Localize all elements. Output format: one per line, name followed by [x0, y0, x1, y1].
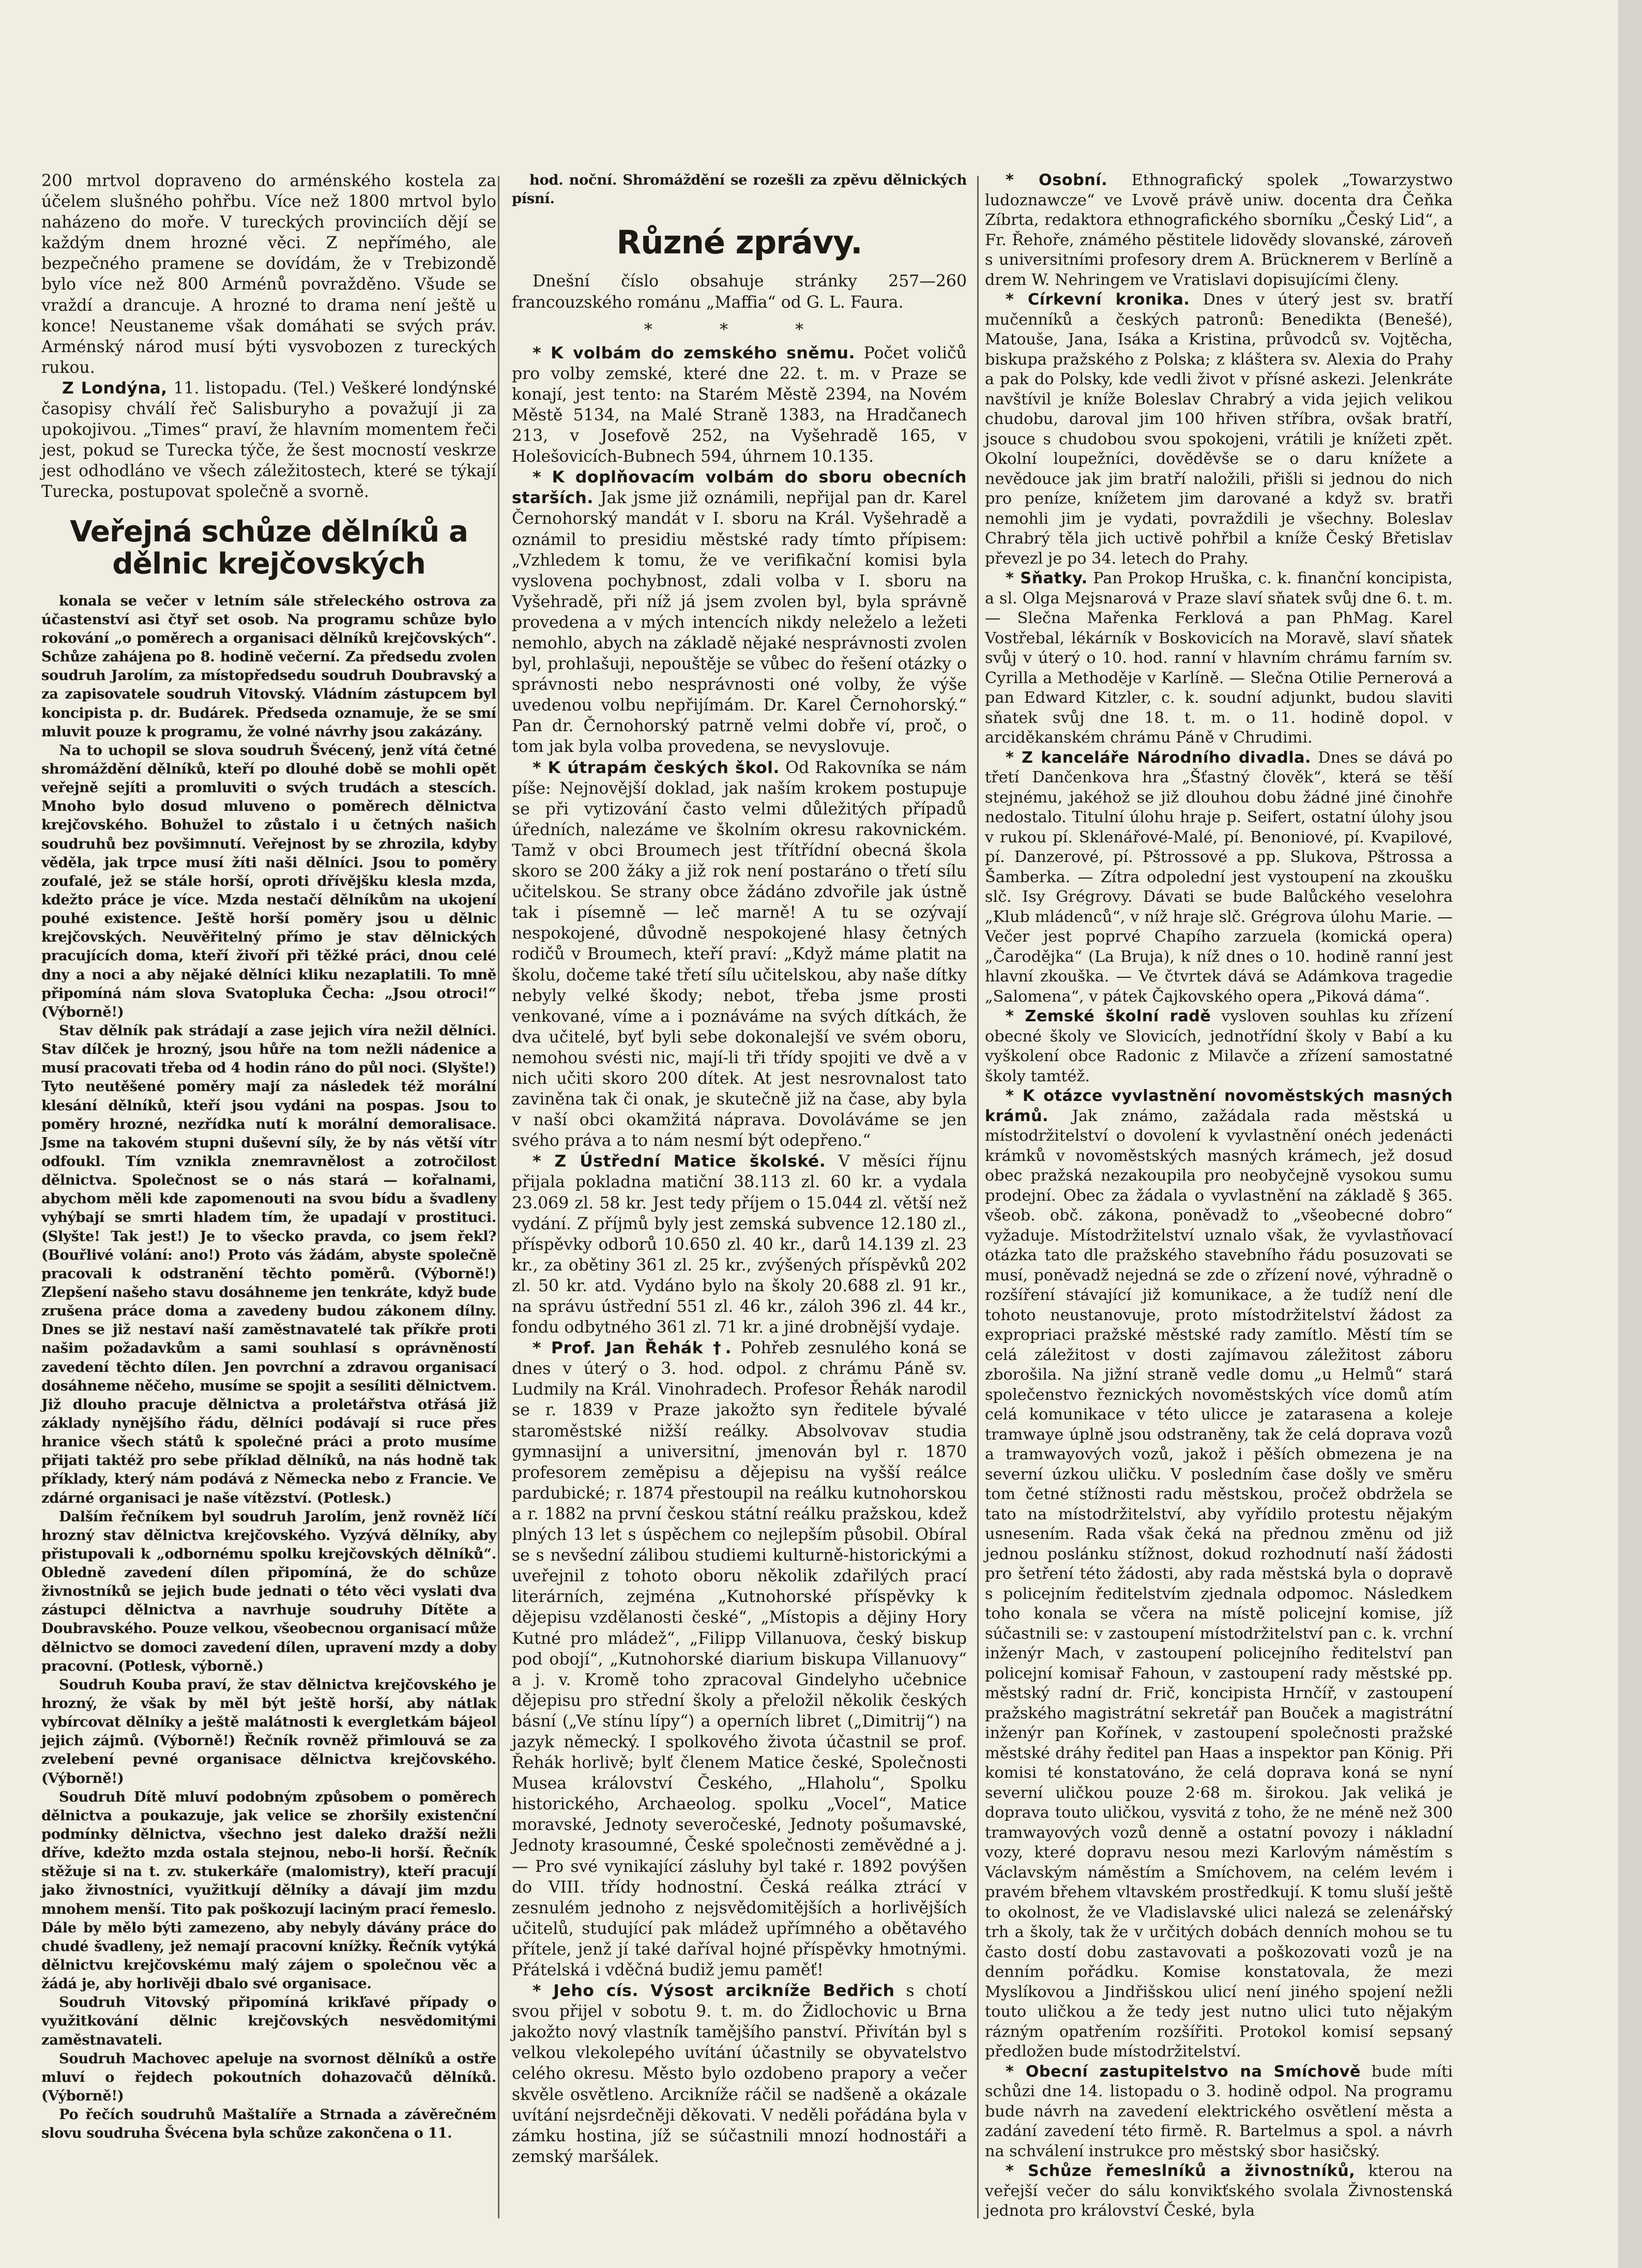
column-rule-right — [977, 176, 979, 2218]
column-3 — [985, 171, 1453, 2221]
news-item-lead: * Osobní. — [1006, 171, 1108, 189]
news-item-lead: * Zemské školní radě — [1006, 1007, 1211, 1025]
tailors-meeting-report — [41, 592, 496, 2143]
novel-notice: Dnešní číslo obsahuje stránky 257—260 francouzského románu „Maffia“ od G. L. Faura. — [512, 272, 967, 312]
news-item-lead: * Z Ústřední Matice školské. — [533, 1152, 826, 1171]
meeting-continuation — [512, 171, 967, 208]
report-paragraph: Soudruh Kouba praví, že stav dělnictva krejčovského je hrozný, že však by měl být ještě horší, aby nátlak vybírcovat dělníky a ještě malátnosti k evergletkám bájeol jejich zájmů. (Výborně!) Řečník rovněž přimlouvá se za zvelebení pevné organisace dělnictva krejčovského. (Výborně!) — [41, 1676, 496, 1787]
news-item-text: Jak známo, zažádala rada městská u místodržitelství o dovolení k vyvlastnění onéch jedenácti krámků v novoměstských masných krámech, jež dosud obec pražská nezakoupila pro neobyčejně vysokou sumu prodejní. Obec za žádala o vyvlastnění na základě § 365. všeob. obč. zákona, poněvadž to „všeobecné dobro“ vyžaduje. Místodržitelství uznalo však, že vyvlastňovací otázka tato dle pražského stavebního řádu posuzovati se musí, poněvadž nejedná se zde o zřízení nové, výhradně o rozšíření stávající již komunikace, a že tudíž není dle tohoto neustanovuje, proto místodržitelství žádost za expropriaci pražské městské rady zamítlo. Městí tím se celá záležitost v dosti zajímavou záležitost záboru zborošila. Na jižní straně vedle domu „u Helmů“ stará společenstvo řeznických novoměstských více domů atím celá komunikace v této ulicce je zatarasena a koleje tramwaye úplně jsou odstraněny, tak že celá doprava vozů a tramwayových vozů, jakož i pěších obmezena je na severní úzkou uličku. V posledním čase došly ve směru tom četné stížnosti radu městskou, pročež obdržela se tato na místodržitelství, aby vyřídilo protestu nějakým usnesením. Rada však čeká na přednou změnu od již jednou poslánku stížnost, dokud rozhodnutí naší žádosti pro šetření této žádosti, aby rada městská byla o dopravě s policejním ředitelstvím zjednala odpomoc. Následkem toho konala se včera na místě policejní komise, jíž súčastnili se: v zastoupení místodržitelství pan c. k. vrchní inženýr Mach, v zastoupení policejního ředitelství pan policejní komisař Fahoun, v zastoupení rady městské pp. městský radní dr. Frič, koncipista Hrnčíř, v zastoupení pražského magistrátní sekretář pan Bouček a magistrátní inženýr pan Kořínek, v zastoupení společnosti pražské městské dráhy ředitel pan Haas a inspektor pan König. Při komisi té konstatováno, že celá doprava koná se nyní severní uličkou pouze 2·68 m. širokou. Jak veliká je doprava touto uličkou, vysvitá z toho, že ne méně než 300 tramwayových vozů denně a ostatní povozy i nákladní vozy, které dopravu nesou mezi Karlovým náměstím s Václavským náměstím a Smíchovem, na celém levém i pravém břehem vltavském prostředkují. K tomu sluší ještě to okolnost, že ve Vladislavské ulici nalezá se zelenářský trh a školy, tak že v určitých dobách denních mohou se tu často dostí dobu zastavovati a poškozovati vozů je na denním pořádku. Komise konstatovala, že mezi Myslíkovou a Jindřišskou ulicí není jiného spojení nežli touto uličkou a že tedy jest nutno ulici tuto nějakým rázným opatřením rozšířiti. Protokol komisí sepsaný předložen bude místodržitelství. — [985, 1107, 1453, 2061]
news-item-text: bude míti schůzi dne 14. listopadu o 3. hodině odpol. Na programu bude návrh na zavedení elektrického osvětlení města a zadání zavedení této firmě. R. Bartelmus a spol. a návrh na schválení instrukce pro městský sbor hasičský. — [985, 2062, 1453, 2160]
news-item-text: Pan Prokop Hruška, c. k. finanční koncipista, a sl. Olga Mejsnarová v Praze slaví sňatek svůj dne 6. t. m. — Slečna Mařenka Ferklová a pan PhMag. Karel Vostřebal, lékárník v Boskovicích na Moravě, slaví sňatek svůj v úterý o 10. hod. ranní v hlavním chrámu farním sv. Cyrilla a Methoděje v Karlíně. — Slečna Otilie Pernerová a pan Edward Kitzler, c. k. soudní adjunkt, budou slaviti sňatek svůj dne 18. t. m. o 11. hodině dopol. v arciděkanském chrámu Páně v Chrudimi. — [985, 569, 1453, 747]
news-item — [985, 569, 1453, 748]
report-paragraph: Na to uchopil se slova soudruh Švécený, jenž vítá četné shromáždění dělníků, kteří po dlouhé době se mohli opět veřejně sejíti a promluviti o svých trudách a stescích. Mnoho bylo dosud mluveno o poměrech dělnictva krejčovského. Bohužel to zůstalo i u četných našich soudruhů bez povšimnutí. Veřejnost by se zhrozila, kdyby věděla, jak trpce musí žíti naši dělníci. Jsou to poměry zoufalé, jež se stále horší, oproti dřívějšku klesla mzda, kdežto práce je více. Mzda nestačí dělníkům na ukojení pouhé existence. Ještě horší poměry jsou u dělnic krejčovských. Neuvěřitelný přímo je stav dělnických pracujících doma, kteří živoří při těžké práci, dnou celé dny a noci a aby nějaké dělníci kliku nezaplatili. To mně připomíná nám slova Svatopluka Čecha: „Jsou otroci!“ (Výborně!) — [41, 742, 496, 1020]
news-item-lead: * Církevní kronika. — [1006, 291, 1190, 309]
news-item-text: s chotí svou přijel v sobotu 9. t. m. do Židlochovic u Brna jakožto nový vlastník tamějšího panství. Přivítán byl s velkou vlekolepého uvítání účastnily se obyvatelstvo celého okresu. Město bylo ozdobeno prapory a večer skvěle osvětleno. Arcikníže ráčil se nadšeně a okázale uvítání nejsrdečněji děkovati. V neděli pořádána byla v zámku hostina, jíž se súčastnili mnozí hodnostáři a zemský maršálek. — [512, 1982, 967, 2166]
news-item-text: Počet voličů pro volby zemské, které dne 22. t. m. v Praze se konají, jest tento: na Starém Městě 2394, na Novém Městě 5134, na Malé Straně 1383, na Hradčanech 213, v Josefově 252, na Vyšehradě 165, v Holešovicích-Bubnech 594, úhrnem 10.135. — [512, 343, 967, 466]
page-edge — [1618, 0, 1642, 2268]
news-item-text: Ethnografický spolek „Towarzystwo ludoznawcze“ ve Lvově právě uniw. docenta dra Čeňka Zíbrta, redaktora ethnografického sborníku „Český Lid“, a Fr. Řehoře, známého pěstitele lidovědy slovanské, zároveň s universitními profesory drem A. Brücknerem v Berlíně a drem W. Nehringem ve Vratislavi dopisujícími členy. — [985, 171, 1453, 289]
news-item-text: Jak jsme již oznámili, nepřijal pan dr. Karel Černohorský mandát v I. sboru na Král. Vyšehradě a oznámil to presidiu městské rady tímto přípisem: „Vzhledem k tomu, že ve verifikační komisi byla vyslovena pochybnost, zdali volba v I. sboru na Vyšehradě, při níž já jsem zvolen byl, byla správně provedena a v mých intencích nikdy neleželo a ležeti nemohlo, abych na základě nějaké nesprávnosti zvolen byl, prohlašuji, nepouštěje se vůbec do řešení otázky o správnosti nebo nesprávnosti oné volby, že výše uvedenou volbu nepřijímám. Dr. Karel Černohorský.“ Pan dr. Černohorský patrně velmi dobře ví, proč, o tom jak byla volba provedena, se nevyslovuje. — [512, 489, 967, 757]
news-item — [985, 748, 1453, 1007]
news-item-lead: * Obecní zastupitelstvo na Smíchově — [1006, 2062, 1361, 2081]
london-news — [41, 378, 496, 503]
news-item — [985, 1007, 1453, 1086]
news-item-lead: * Z kanceláře Národního divadla. — [1006, 748, 1311, 767]
misc-news-heading: Různé zprávy. — [616, 223, 862, 262]
news-item-lead: * Schůze řemeslníků a živnostníků, — [1006, 2162, 1356, 2180]
news-item — [512, 758, 967, 1152]
news-item-text: Dnes se dává po třetí Dančenkova hra „Šťastný člověk“, která se těší stejnému, jakéhož se již dlouhou dobu žádné jiné činohře nedostalo. Titulní úlohu hraje p. Seifert, ostatní úlohy jsou v rukou pí. Sklenářové-Malé, pí. Benoniové, pí. Kvapilové, pí. Danzerové, pí. Pštrossové a pp. Slukova, Pštrossa a Šamberka. — Zítra odpolední jest vystoupení na zkoušku slč. Isy Grégrovy. Dávati se bude Balůckého veselohra „Klub mládenců“, v níž hraje slč. Grégrova úlohu Marie. — Večer jest poprvé Chapího zarzuela (komická opera) „Čarodějka“ (La Bruja), k níž dnes o 10. hodině ranní jest hlavní zkouška. — Ve čtvrtek dává se Adámkova tragedie „Salomena“, v pátek Čajkovského opera „Piková dáma“. — [985, 748, 1453, 1006]
news-item — [512, 467, 967, 757]
news-item-text: Od Rakovníka se nám píše: Nejnovější doklad, jak naším krokem postupuje se při vytizování často velmi důležitých případů úředních, nalezáme ve školním okresu rakovnickém. Tamž v obci Broumech jest třítřídní obecná škola skoro se 200 žáky a již rok není postaráno o třetí sílu učitelskou. Se strany obce žádáno zdvořile jak ústně tak i písemně — leč marně! A tu se ozývají nespokojené, důvodně nespokojené hlasy četných rodičů v Broumech, kteří praví: „Když máme platit na školu, dočeme také třetí sílu učitelskou, aby naše dítky nebyly velké škody; nebot, třeba jsme prosti venkované, víme a i poznáváme na svých dítkách, že dva učitelé, byť byli sebe dokonalejší ve svém oboru, nemohou svésti nic, mají-li tři třídy spojiti ve dvě a v nich učiti skoro 200 dítek. At jest nesrovnalost tato zaviněna tak či onak, je skutečně již na čase, aby byla v naší obci okamžitá náprava. Dovoláváme se jen svého práva a to nám nesmí být odepřeno.“ — [512, 758, 967, 1151]
news-item — [985, 1086, 1453, 2062]
news-item — [985, 171, 1453, 290]
column-2 — [512, 171, 967, 2167]
news-item-lead: * K otázce vyvlastnění novoměstských masných krámů. — [985, 1087, 1453, 1125]
news-item — [985, 2161, 1453, 2221]
news-item-text: Pohřeb zesnulého koná se dnes v úterý o 3. hod. odpol. z chrámu Páně sv. Ludmily na Král. Vinohradech. Profesor Řehák narodil se r. 1839 v Praze jakožto syn ředitele bývalé staroměstské nižší reálky. Absolvovav studia gymnasijní a universitní, jmenován byl r. 1870 profesorem zeměpisu a dějepisu na vyšší reálce pardubické; r. 1874 přestoupil na reálku kutnohorskou a r. 1882 na první českou státní reálku pražskou, kdež plných 13 let s úspěchem co nejlepším působil. Obíral se s nevšední zálibou studiemi kulturně-historickými a uveřejnil z tohoto oboru několik zdařilých prací literárních, zejména „Kutnohorské příspěvky k dějepisu vzdělanosti české“, „Místopis a dějiny Hory Kutné pro mládež“, „Filipp Villanuova, český biskup pod obojí“, „Kutnohorské diarium biskupa Villanuovy“ a j. v. Kromě toho zpracoval Gindelyho učebnice dějepisu pro střední školy a přeložil několik českých básní („Ve stínu lípy“) a operních libret („Dimitrij“) na jazyk německý. I spolkového života účastnil se prof. Řehák horlivě; bylť členem Matice české, Společnosti Musea království Českého, „Hlaholu“, Spolku historického, Archaeolog. spolku „Vocel“, Matice moravské, Jednoty severočeské, Jednoty pošumavské, Jednoty krasoumné, České společnosti zeměvědné a j. — Pro své vynikající zásluhy byl také r. 1892 povýšen do VIII. třídy hodnostní. Česká reálka ztrácí v zesnulém jednoho z nejsvědomitějších a horlivějších učitelů, studující pak mládež upřímného a obětavého přítele, jenž jí také daříval hojné příspěvky hmotnými. Přátelská i vděčná budiž jemu paměť! — [512, 1339, 967, 1979]
news-item-lead: * Jeho cís. Výsost arcikníže Bedřich — [533, 1982, 895, 2001]
news-item-text: Dnes v úterý jest sv. bratří mučenníků a českých patronů: Benedikta (Benešé), Matouše, Jana, Isáka a Kristina, průvodců sv. Vojtěcha, biskupa pražského z Polska; z kláštera sv. Alexia do Prahy a pak do Polsky, kde vedli život v přísné askezi. Jelenkráte navštívil je kníže Boleslav Chrabrý a vida jejich velikou chudobu, daroval jim 100 hřiven stříbra, ovšak bratří, jsouce s chudobou svou spokojeni, vrátili je knížeti zpět. Okolní loupežníci, dověděvše se o daru knížete a nevědouce jak jim bratří naložili, přišli si jednou do nich pro peníze, knížetem jim darované a když sv. bratři nemohli jim je vydati, povraždili je všechny. Boleslav Chrabrý těla jich uctivě pohřbil a kníže Český Břetislav převezl je po 34. letech do Prahy. — [985, 291, 1453, 568]
news-item — [512, 343, 967, 467]
news-item — [985, 2062, 1453, 2162]
news-item-text: kterou na veřejší večer do sálu konvikťského svolala Živnostenská jednota pro království České, byla — [985, 2162, 1453, 2220]
news-item — [512, 1980, 967, 2167]
news-item — [512, 1338, 967, 1980]
report-paragraph: Stav dělník pak strádají a zase jejich víra nežil dělníci. Stav dílček je hrozný, jsou hůře na tom nežli nádenice a musí pracovati třeba od 4 hodin ráno do půl noci. (Slyšte!) Tyto neutěšené poměry mají za následek též morální klesání dělníků, kteří jsou vydáni na pospas. Jsou to poměry hrozné, nezřídka nutí k morální demoralisace. Jsme na takovém stupni duševní síly, že by nás větší vítr odfoukl. Tím vznikla znemravnělost a zotročilost dělnictva. Společnost se o nás stará — kořalnami, abychom měli kde zapomenouti na svou bídu a švadleny vyhýbají se smrti hladem tím, že upadají v prostituci. (Slyšte! Tak jest!) Je to všecko pravda, co jsem řekl? (Bouřlivé volání: ano!) Proto vás žádám, abyste společně pracovali k odstranění těchto poměrů. (Výborně!) Zlepšení našeho stavu dosáhneme jen tenkráte, když bude zrušena práce doma a zavedeny budou zákonem dílny. Dnes se již nestaví naší zaměstnavatelé tak příkře proti našim požadavkům a sami souhlasí s oprávněností zavedení těchto dílen. Jen povrchní a zdravou organisací dosáhneme něčeho, musíme se spojit a sesíliti dělnictvem. Již dlouho pracuje dělnictva a proletářstva otřásá již základy nynějšího řádu, dělníci podávají si ruce přes hranice všech států k společné práci a proto musíme přijati taktéž pro sebe příklad dělníků, na nás hodně tak příklady, který nám podává z Německa nebo z Francie. Ve zdárné organisaci je naše vítězství. (Potlesk.) — [41, 1022, 496, 1506]
london-text: 11. listopadu. (Tel.) Veškeré londýnské časopisy chválí řeč Salisburyho a považují ji za upokojivou. „Times“ praví, že hlavním momentem řeči jest, pokud se Turecka týče, že šest mocností veskrze jest odhodláno ve všech záležitostech, které se týkají Turecka, postupovat společně a svorně. — [41, 379, 496, 502]
report-paragraph: Soudruh Dítě mluví podobným způsobem o poměrech dělnictva a poukazuje, jak velice se zhoršily existenční podmínky dělnictva, všechno jest daleko dražší nežli dříve, kdežto mzda ostala stejnou, nebo-li horší. Řečník stěžuje si na t. zv. stukerkáře (malomistry), kteří pracují jako živnostníci, využitkují dělníky a dávají jim mzdu mnohem menší. Tito pak poškozují laciným prací řemeslo. Dále by mělo býti zamezeno, aby nebyly dávány práce do chudé švadleny, jež nemají pracovní knížky. Řečník vytýká dělnictvu krejčovskému malý zájem o společnou věc a žádá je, aby horlivěji dbalo své organisace. — [41, 1788, 496, 1992]
news-item-lead: * Prof. Jan Řehák †. — [533, 1339, 732, 1358]
news-item — [512, 1151, 967, 1338]
news-item-lead: * Sňatky. — [1006, 569, 1088, 587]
news-item-lead: * K doplňovacím volbám do sboru obecních starších. — [512, 468, 967, 508]
news-item-text: vysloven souhlas ku zřízení obecné školy ve Slovicích, jednotřídní školy v Babí a ku vyškolení obce Radonic z Milavče a zřízení samostatné školy tamtéž. — [985, 1007, 1453, 1085]
column-rule-left — [498, 176, 499, 2218]
report-paragraph: hod. noční. Shromáždění se rozešli za zpěvu dělnických písní. — [512, 172, 967, 207]
london-lead: Z Londýna, — [62, 379, 168, 398]
article-armenia-text: 200 mrtvol dopraveno do arménského kostela za účelem slušného pohřbu. Více než 1800 mrtvol bylo naházeno do moře. V tureckých provinciích dějí se každým dnem hrozné věci. Z nepřímého, ale bezpečného pramene se dovídám, že v Trebizondě bylo více než 800 Arménů povražděno. Všude se vraždí a drancuje. A hrozné to drama není ještě u konce! Neustaneme však domáhati se svých práv. Arménský národ musí býti vysvobozen z tureckých rukou. — [41, 172, 496, 377]
news-item-text: V měsíci říjnu přijala pokladna matiční 38.113 zl. 60 kr. a vydala 23.069 zl. 58 kr. Jest tedy příjem o 15.044 zl. větší než vydání. Z příjmů byly jest zemská subvence 12.180 zl., příspěvky odborů 10.650 zl. 40 kr., darů 14.139 zl. 23 kr., za obětiny 361 zl. 25 kr., zvýšených příspěvků 202 zl. 50 kr. atd. Vydáno bylo na školy 20.688 zl. 91 kr., na správu ústřední 551 zl. 46 kr., záloh 396 zl. 44 kr., fondu odbytného 361 zl. 71 kr. a jiné drobnější vydaje. — [512, 1152, 967, 1337]
section-divider-stars: * * * — [644, 319, 835, 339]
report-paragraph: Po řečích soudruhů Maštalíře a Strnada a závěrečném slovu soudruha Švécena byla schůze zakončena o 11. — [41, 2106, 496, 2142]
report-paragraph: Dalším řečníkem byl soudruh Jarolím, jenž rovněž líčí hrozný stav dělnictva krejčovského. Vyzývá dělníky, aby přistupovali k „odbornému spolku krejčovských dělníků“. Obledně zavedení dílen připomíná, že do schůze živnostníků se jejich bude jednati o této věci vyslati dva zástupci dělnictva a navrhuje soudruhy Dítěte a Doubravského. Pouze velkou, všeobecnou organisací může dělnictvo se domoci zavedení dílen, upravení mzdy a doby pracovní. (Potlesk, výborně.) — [41, 1508, 496, 1674]
news-item-lead: * K volbám do zemského sněmu. — [533, 343, 855, 362]
report-paragraph: konala se večer v letním sále střeleckého ostrova za účastenství asi čtyř set osob. Na programu schůze bylo rokování „o poměrech a organisaci dělníků krejčovských“. Schůze zahájena po 8. hodině večerní. Za předsedu zvolen soudruh Jarolím, za místopředsedu soudruh Doubravský a za zapisovatele soudruh Vitovský. Vládním zástupcem byl koncipista p. dr. Budárek. Předseda oznamuje, že se smí mluvit pouze k programu, že volné návrhy jsou zakázány. — [41, 592, 496, 740]
report-paragraph: Soudruh Machovec apeluje na svornost dělníků a ostře mluví o řejdech pokoutních dohazovačů dělníků. (Výborně!) — [41, 2050, 496, 2104]
tailors-meeting-heading: Veřejná schůze dělníků a dělnic krejčovských — [70, 515, 468, 581]
column-1 — [41, 171, 496, 2142]
news-item — [985, 290, 1453, 569]
report-paragraph: Soudruh Vitovský připomíná krikľavé případy o využitkování dělnic krejčovských nesvědomitými zaměstnavateli. — [41, 1994, 496, 2048]
news-item-lead: * K útrapám českých škol. — [533, 758, 780, 777]
